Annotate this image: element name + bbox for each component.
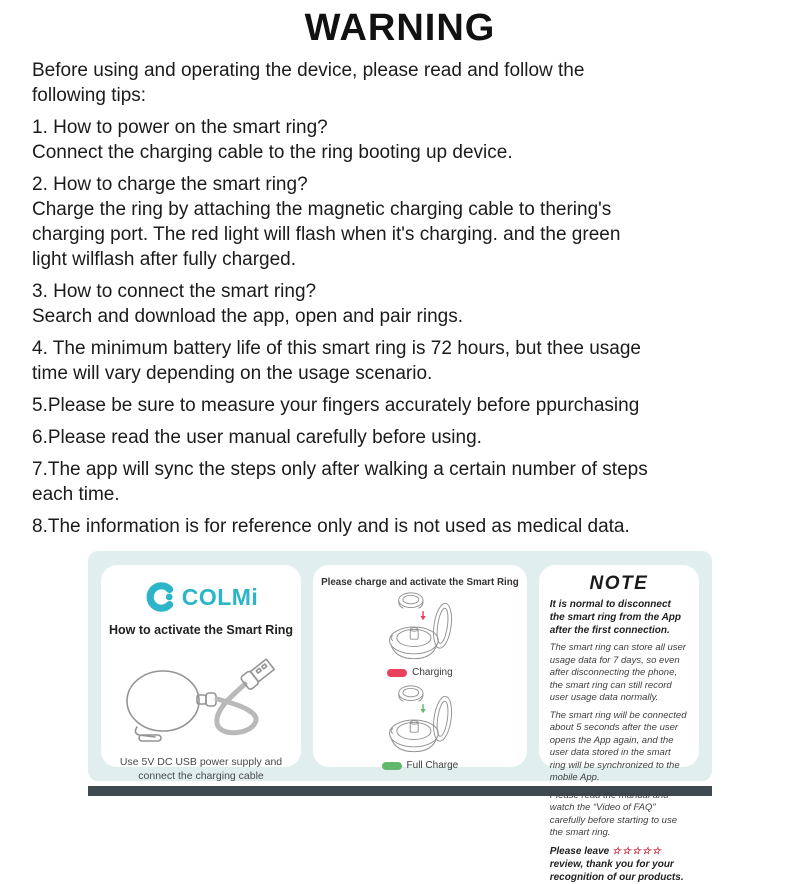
tip-question: 1. How to power on the smart ring? (32, 117, 328, 138)
tip-block-7 (32, 457, 772, 507)
note-paragraph: The smart ring will be connected about 5 seconds after the user opens the App again, and the user data stored in the smart ring will be synchronized to the mobile App. (549, 709, 687, 783)
intro-line: following tips: (32, 85, 147, 106)
activation-card (101, 565, 301, 782)
tip-answer: charging port. The red light will flash when it's charging. and the green (32, 224, 621, 245)
note-title: NOTE (589, 573, 649, 594)
activation-title: How to activate the Smart Ring (109, 623, 294, 637)
review-request (550, 845, 688, 884)
ring-full-charge-illustration (361, 681, 479, 759)
tip-block-2 (32, 172, 772, 272)
charging-indicator (387, 669, 407, 677)
tip-text: 8.The information is for reference only and is not used as medical data. (32, 516, 630, 537)
tip-question: 2. How to charge the smart ring? (32, 174, 308, 195)
tip-block-8 (32, 514, 772, 539)
usb-plug (240, 658, 275, 690)
tip-block-3 (32, 279, 772, 329)
charging-cable-illustration (121, 651, 281, 743)
tip-text: 4. The minimum battery life of this smart ring is 72 hours, but thee usage (32, 338, 641, 359)
tip-text: 7.The app will sync the steps only after walking a certain number of steps (32, 459, 648, 480)
tip-text: time will vary depending on the usage scenario. (32, 363, 433, 384)
colmi-logo-icon (144, 581, 176, 613)
tip-answer: Connect the charging cable to the ring booting up device. (32, 142, 513, 163)
note-lead: It is normal to disconnect the smart ring from the App after the first connection. (549, 599, 682, 636)
tip-question: 3. How to connect the smart ring? (32, 281, 317, 302)
note-card (539, 565, 699, 883)
full-charge-label: Full Charge (406, 760, 459, 771)
intro-paragraph (32, 58, 772, 108)
intro-line: Before using and operating the device, please read and follow the (32, 60, 585, 81)
instruction-panel (88, 551, 712, 883)
tip-answer: Charge the ring by attaching the magnetic charging cable to thering's (32, 199, 612, 220)
tips-section (32, 58, 772, 539)
colmi-logo (144, 581, 259, 613)
tip-text: each time. (32, 484, 120, 505)
activation-caption (120, 755, 282, 783)
caption-line: Use 5V DC USB power supply and (119, 756, 283, 768)
review-prefix: Please leave (549, 845, 612, 857)
page-title: WARNING (304, 7, 496, 49)
brand-name: COLMi (181, 583, 259, 610)
tip-text: 5.Please be sure to measure your fingers accurately before ppurchasing (32, 395, 640, 416)
tip-block-5 (32, 393, 772, 418)
tip-block-1 (32, 115, 772, 165)
charging-label: Charging (412, 667, 453, 678)
charging-card (313, 565, 527, 771)
charging-legend (387, 667, 453, 678)
caption-line: connect the charging cable (138, 770, 264, 782)
warning-sheet (0, 6, 800, 883)
ring-charging-illustration (361, 588, 479, 666)
tip-answer: Search and download the app, open and pair rings. (32, 306, 463, 327)
charging-title: Please charge and activate the Smart Ring (321, 577, 519, 588)
full-charge-legend (382, 760, 459, 771)
tip-answer: light wilflash after fully charged. (32, 249, 297, 270)
note-paragraph: The smart ring can store all user usage data for 7 days, so even after disconnecting the phone, the smart ring can still record user usage data normally. (549, 642, 686, 703)
star-rating: ☆☆☆☆☆ (612, 845, 662, 857)
tip-block-4 (32, 336, 772, 386)
note-paragraph: Please read the manual and watch the “Video of FAQ” carefully before starting to use the smart ring. (549, 789, 677, 838)
review-suffix: review, thank you for your recognition of our products. (549, 858, 684, 883)
full-charge-indicator (382, 762, 402, 770)
tip-block-6 (32, 425, 772, 450)
tip-text: 6.Please read the user manual carefully before using. (32, 427, 482, 448)
